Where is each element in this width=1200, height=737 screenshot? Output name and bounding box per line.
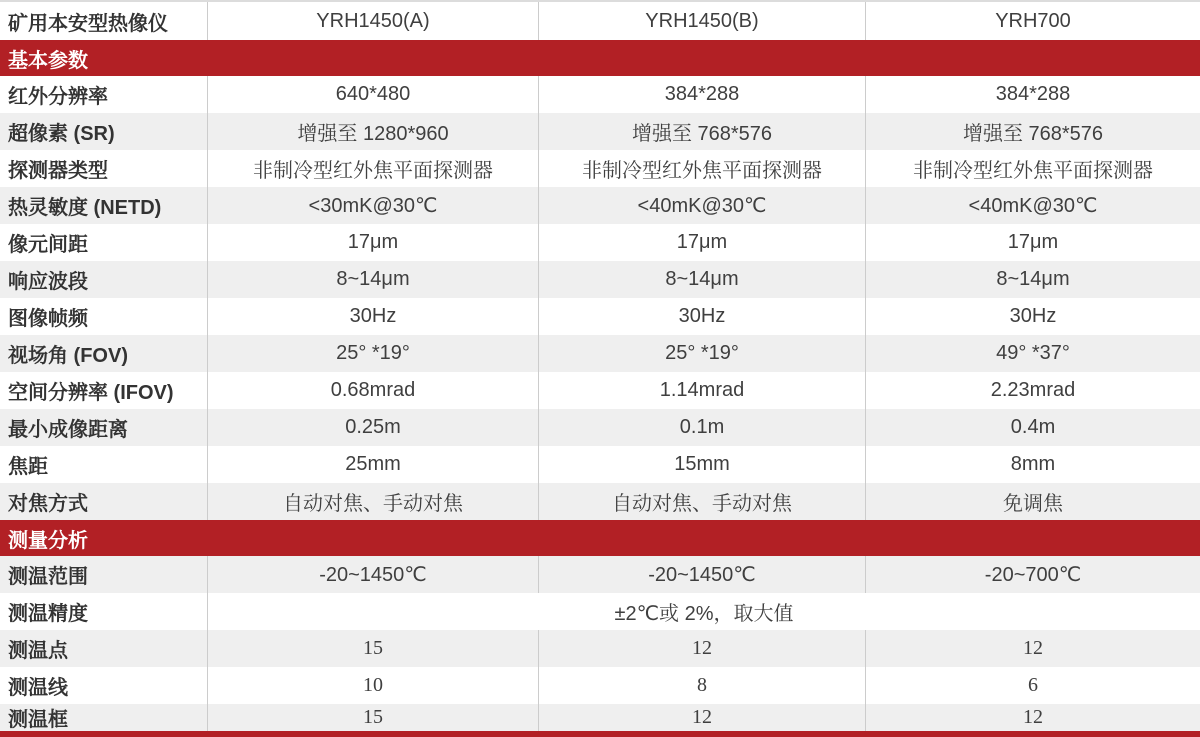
spec-value: <40mK@30℃ xyxy=(968,195,1098,217)
spec-value: 1.14mrad xyxy=(539,372,866,409)
spec-value: 0.1m xyxy=(539,409,866,446)
row-temp-points xyxy=(0,630,1200,667)
row-pixel-pitch xyxy=(0,224,1200,261)
spec-value: 0.68mrad xyxy=(208,372,539,409)
model-column-header: YRH1450(B) xyxy=(539,2,866,40)
section-header-measurement-analysis: 测量分析 xyxy=(0,520,1200,556)
spec-label: 测温线 xyxy=(0,667,208,704)
spec-label: 测温点 xyxy=(0,630,208,667)
row-min-imaging-distance xyxy=(0,409,1200,446)
row-spectral-band xyxy=(0,261,1200,298)
spec-label: 测温框 xyxy=(0,704,208,731)
spec-value: -20~700℃ xyxy=(984,564,1082,586)
spec-value: 10 xyxy=(208,667,539,704)
spec-value: 30Hz xyxy=(208,298,539,335)
spec-value: 非制冷型红外焦平面探测器 xyxy=(539,150,866,187)
spec-value: 6 xyxy=(1028,674,1038,696)
spec-value: 自动对焦、手动对焦 xyxy=(539,483,866,520)
spec-value: 49° *37° xyxy=(996,342,1070,364)
spec-value: 0.25m xyxy=(208,409,539,446)
spec-value: 增强至 1280*960 xyxy=(208,113,539,150)
spec-value: 增强至 768*576 xyxy=(962,123,1104,145)
spec-value: 12 xyxy=(539,630,866,667)
row-frame-rate xyxy=(0,298,1200,335)
row-focal-length xyxy=(0,446,1200,483)
spec-value: 8 xyxy=(539,667,866,704)
spec-value: 12 xyxy=(539,704,866,731)
row-focus-mode xyxy=(0,483,1200,520)
spec-value: 2.23mrad xyxy=(990,379,1076,401)
spec-value: 12 xyxy=(1023,637,1043,659)
row-super-resolution xyxy=(0,113,1200,150)
spec-label: 测温范围 xyxy=(0,556,208,593)
spec-value: 8~14μm xyxy=(996,268,1070,290)
spec-label: 空间分辨率 (IFOV) xyxy=(0,372,208,409)
spec-value: 17μm xyxy=(539,224,866,261)
spec-label: 响应波段 xyxy=(0,261,208,298)
spec-value: 17μm xyxy=(208,224,539,261)
spec-label: 焦距 xyxy=(0,446,208,483)
spec-label: 最小成像距离 xyxy=(0,409,208,446)
row-temp-range xyxy=(0,556,1200,593)
row-temp-boxes xyxy=(0,704,1200,731)
spec-value: 25° *19° xyxy=(539,335,866,372)
spec-value: 384*288 xyxy=(995,83,1071,105)
spec-value-merged: ±2℃或 2%，取大值 xyxy=(614,603,794,625)
spec-value: 8~14μm xyxy=(208,261,539,298)
row-netd xyxy=(0,187,1200,224)
row-temp-lines xyxy=(0,667,1200,704)
spec-value: 8mm xyxy=(1010,453,1056,475)
spec-value: 384*288 xyxy=(539,76,866,113)
row-temp-accuracy xyxy=(0,593,1200,630)
spec-value: 增强至 768*576 xyxy=(539,113,866,150)
row-ir-resolution xyxy=(0,76,1200,113)
row-fov xyxy=(0,335,1200,372)
spec-value: 免调焦 xyxy=(1003,493,1063,515)
spec-label: 超像素 (SR) xyxy=(0,113,208,150)
spec-label: 热灵敏度 (NETD) xyxy=(0,187,208,224)
model-column-header: YRH700 xyxy=(995,9,1071,32)
spec-label: 对焦方式 xyxy=(0,483,208,520)
spec-label: 图像帧频 xyxy=(0,298,208,335)
clipped-section-bar xyxy=(0,731,1200,737)
spec-value: 25° *19° xyxy=(208,335,539,372)
spec-value: 15mm xyxy=(539,446,866,483)
spec-value: 15 xyxy=(208,704,539,731)
spec-value: 非制冷型红外焦平面探测器 xyxy=(913,160,1153,182)
spec-label: 像元间距 xyxy=(0,224,208,261)
spec-value: <30mK@30℃ xyxy=(208,187,539,224)
spec-value: -20~1450℃ xyxy=(208,556,539,593)
row-detector-type xyxy=(0,150,1200,187)
spec-label: 测温精度 xyxy=(0,593,208,630)
spec-label: 红外分辨率 xyxy=(0,76,208,113)
spec-value: 12 xyxy=(1023,706,1043,728)
section-header-basic-parameters: 基本参数 xyxy=(0,40,1200,76)
table-header-row xyxy=(0,2,1200,40)
spec-value: 30Hz xyxy=(539,298,866,335)
row-ifov xyxy=(0,372,1200,409)
spec-value: 自动对焦、手动对焦 xyxy=(208,483,539,520)
spec-value: 15 xyxy=(208,630,539,667)
spec-value: 25mm xyxy=(208,446,539,483)
spec-value: 0.4m xyxy=(1010,416,1056,438)
spec-value: 非制冷型红外焦平面探测器 xyxy=(208,150,539,187)
product-name-label: 矿用本安型热像仪 xyxy=(0,2,208,40)
spec-label: 探测器类型 xyxy=(0,150,208,187)
spec-value: 30Hz xyxy=(1009,305,1057,327)
spec-value: <40mK@30℃ xyxy=(539,187,866,224)
spec-label: 视场角 (FOV) xyxy=(0,335,208,372)
spec-value: 8~14μm xyxy=(539,261,866,298)
spec-value: 17μm xyxy=(1007,231,1059,253)
model-column-header: YRH1450(A) xyxy=(208,2,539,40)
spec-value: 640*480 xyxy=(208,76,539,113)
spec-value: -20~1450℃ xyxy=(539,556,866,593)
